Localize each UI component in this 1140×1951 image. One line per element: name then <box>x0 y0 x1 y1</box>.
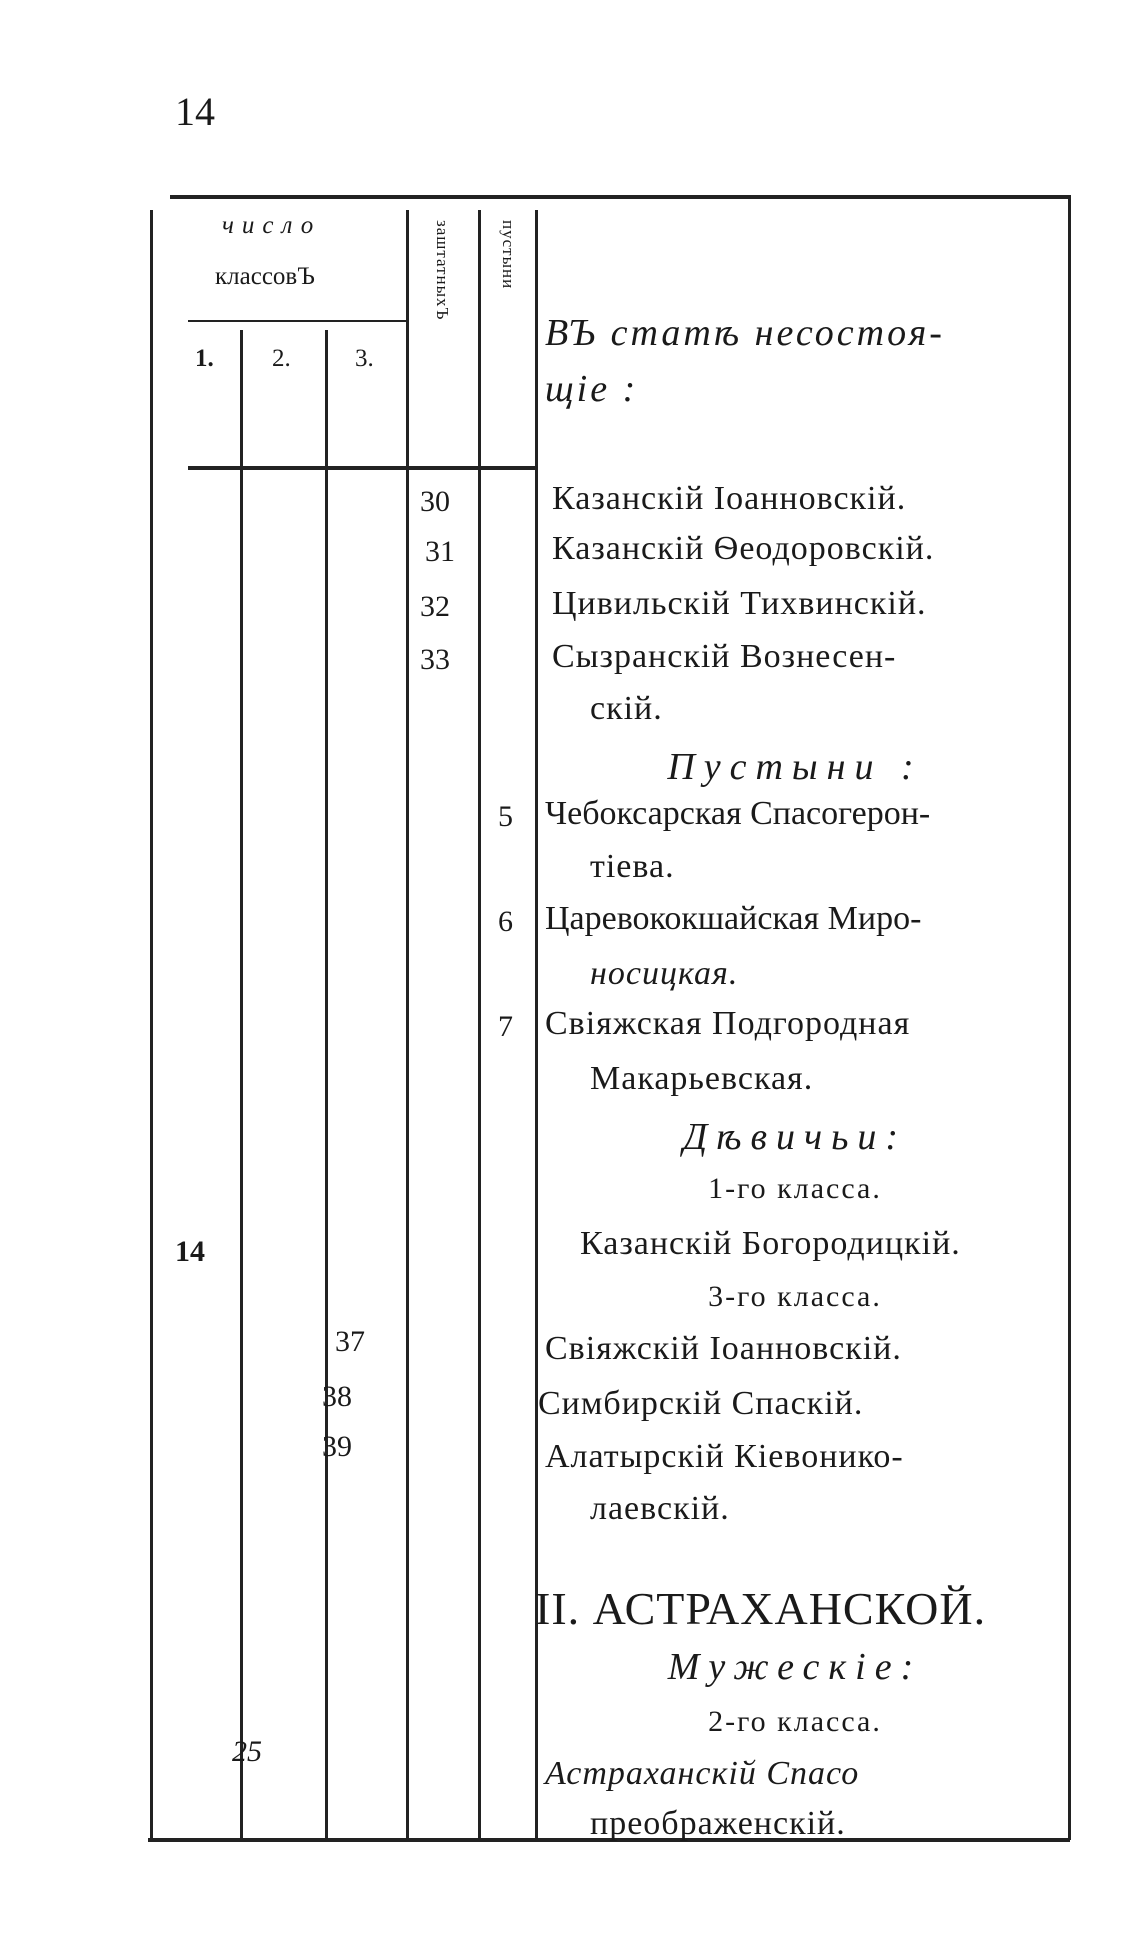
entry-25-cont: преображенскій. <box>590 1805 846 1842</box>
class-heading-1: 1-го класса. <box>708 1172 882 1205</box>
supernumerary-label: заштатныхЪ <box>433 220 452 321</box>
section-muzheskie: Мужескіе: <box>667 1646 923 1688</box>
section-devichi: Дѣвичьи: <box>682 1116 908 1158</box>
row-number-5: 5 <box>498 800 513 833</box>
row-number-32: 32 <box>420 590 450 623</box>
section-pustyni: Пустыни : <box>667 746 923 788</box>
row-number-30: 30 <box>420 485 450 518</box>
entry-7: Свіяжская Подгородная <box>545 1005 911 1042</box>
entry-39: Алатырскій Кіевонико- <box>545 1438 904 1475</box>
class-heading-3: 3-го класса. <box>708 1280 882 1313</box>
table-top-rule <box>170 195 1070 199</box>
row-number-39: 39 <box>322 1430 352 1463</box>
entry-6-cont: носицкая. <box>590 955 739 992</box>
entry-39-cont: лаевскій. <box>590 1490 730 1527</box>
row-number-33: 33 <box>420 643 450 676</box>
entry-25: Астраханскій Спасо <box>545 1755 860 1792</box>
row-number-31: 31 <box>425 535 455 568</box>
entry-33-cont: скій. <box>590 690 663 727</box>
province-heading: II. АСТРАХАНСКОЙ. <box>535 1583 987 1634</box>
class-heading-2: 2-го класса. <box>708 1705 882 1738</box>
entry-33: Сызранскій Вознесен- <box>552 638 897 675</box>
entry-5-cont: тіева. <box>590 848 675 885</box>
entry-5: Чебоксарская Спасогерон- <box>545 795 931 832</box>
class2-rule <box>325 330 328 1838</box>
row-number-37: 37 <box>335 1325 365 1358</box>
row-number-7: 7 <box>498 1010 513 1043</box>
intro-line-1: ВЪ статѣ несостоя- <box>545 312 945 354</box>
class-column-2: 2. <box>272 345 291 372</box>
entry-6: Царевококшайская Миро- <box>545 900 922 937</box>
class3-rule <box>406 210 409 1838</box>
class-column-1: 1. <box>195 345 214 372</box>
entry-37: Свіяжскій Іоанновскій. <box>545 1330 902 1367</box>
entry-14: Казанскій Богородицкій. <box>580 1225 961 1262</box>
right-border <box>1068 195 1071 1840</box>
intro-line-2: щіе : <box>545 368 639 410</box>
entry-31: Казанскій Ѳеодоровскій. <box>552 530 935 567</box>
count-label-line1: число <box>222 212 322 239</box>
hermitage-label: пустыни <box>499 220 518 290</box>
count-label-rule <box>188 320 408 322</box>
row-number-6: 6 <box>498 905 513 938</box>
intro-text <box>545 305 1065 417</box>
entry-32: Цивильскій Тихвинскій. <box>552 585 927 622</box>
count-label-line2: классовЪ <box>215 263 315 290</box>
row-number-25: 25 <box>232 1735 262 1768</box>
page-number: 14 <box>175 89 215 134</box>
row-number-14: 14 <box>175 1235 205 1268</box>
class-column-3: 3. <box>355 345 374 372</box>
row-number-38: 38 <box>322 1380 352 1413</box>
supernumerary-rule <box>478 210 481 1838</box>
entry-30: Казанскій Іоанновскій. <box>552 480 907 517</box>
class1-rule <box>240 330 243 1838</box>
entry-38: Симбирскій Спаскій. <box>538 1385 864 1422</box>
entry-7-cont: Макарьевская. <box>590 1060 814 1097</box>
left-border <box>150 210 153 1840</box>
